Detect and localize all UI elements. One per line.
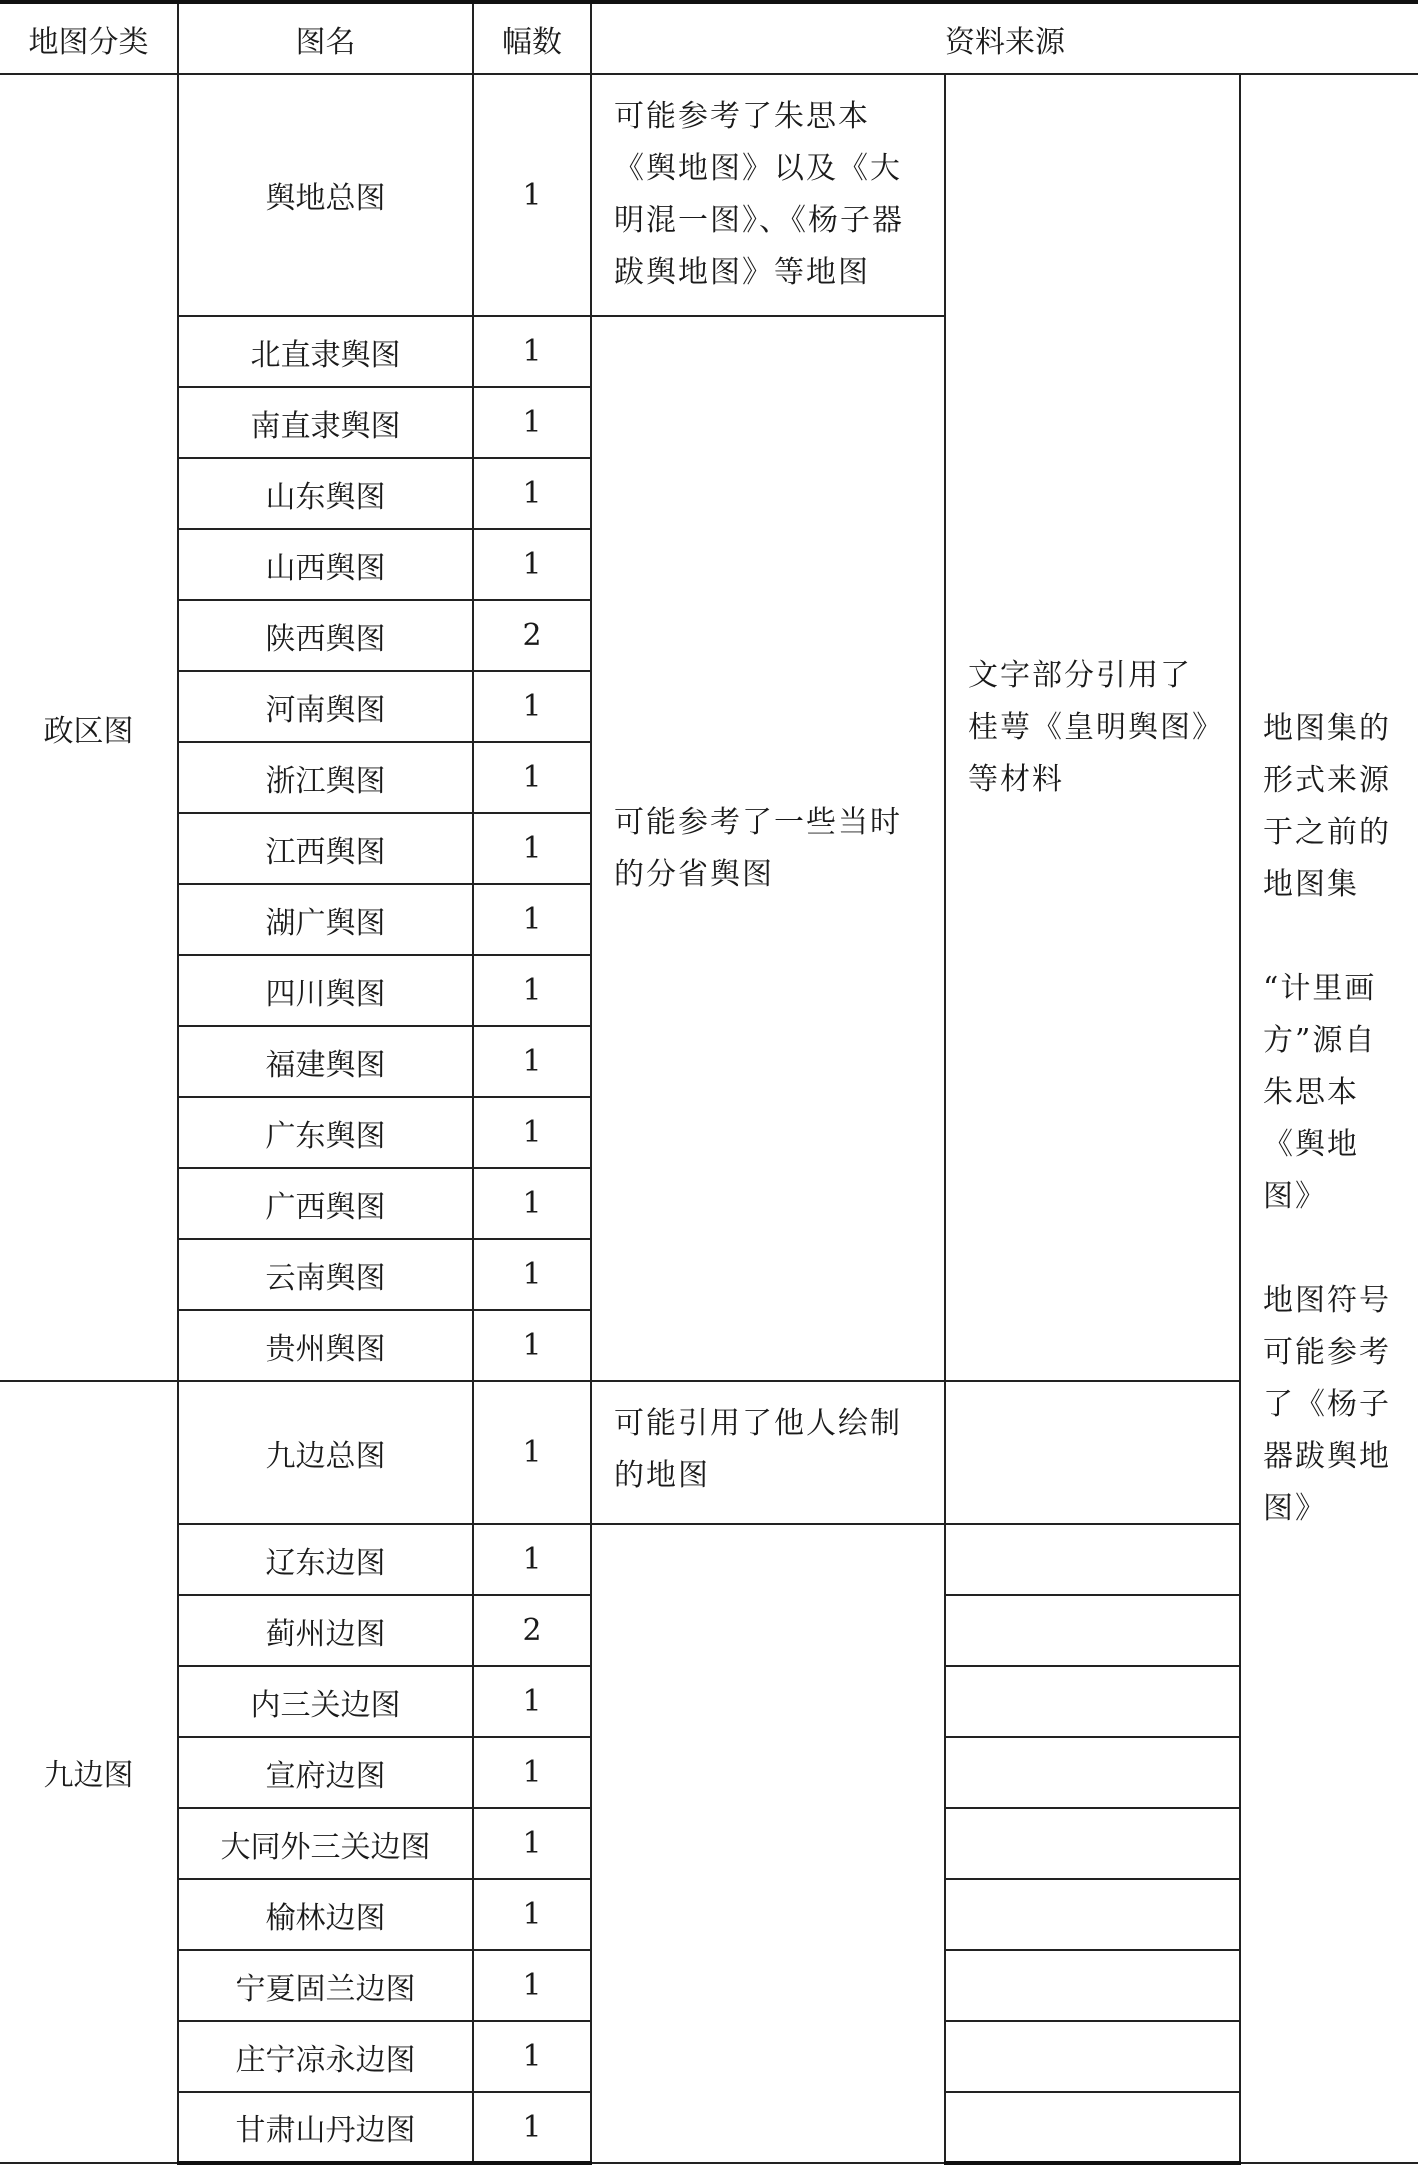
map-name-cell: 云南舆图 xyxy=(178,1239,473,1310)
note-text: 可能参考了一些当时的分省舆图 xyxy=(614,804,902,892)
note-text: 可能引用了他人绘制的地图 xyxy=(614,1406,902,1493)
note-gap xyxy=(1263,1223,1396,1275)
map-count-cell: 2 xyxy=(473,600,591,671)
empty-cell xyxy=(945,2021,1240,2092)
map-name-cell: 河南舆图 xyxy=(178,671,473,742)
header-source: 资料来源 xyxy=(591,2,1418,74)
map-name-cell: 广东舆图 xyxy=(178,1097,473,1168)
map-count-cell: 1 xyxy=(473,458,591,529)
map-count-cell: 1 xyxy=(473,1666,591,1737)
map-name-cell: 湖广舆图 xyxy=(178,884,473,955)
map-name-cell: 大同外三关边图 xyxy=(178,1808,473,1879)
header-name: 图名 xyxy=(178,2,473,74)
empty-cell xyxy=(945,1879,1240,1950)
map-count-cell: 1 xyxy=(473,1168,591,1239)
empty-cell xyxy=(945,1950,1240,2021)
header-row xyxy=(0,2,1418,74)
empty-cell xyxy=(945,1666,1240,1737)
empty-cell xyxy=(945,2092,1240,2163)
header-count: 幅数 xyxy=(473,2,591,74)
map-count-cell: 1 xyxy=(473,74,591,316)
map-name-cell: 山西舆图 xyxy=(178,529,473,600)
table-row xyxy=(0,1524,1418,1595)
source-note-provinces xyxy=(591,316,945,1381)
map-count-cell: 1 xyxy=(473,1950,591,2021)
map-name-cell: 榆林边图 xyxy=(178,1879,473,1950)
map-name-cell: 九边总图 xyxy=(178,1381,473,1524)
table-row xyxy=(0,74,1418,316)
source-note-frontier-total xyxy=(591,1381,945,1524)
map-name-cell: 广西舆图 xyxy=(178,1168,473,1239)
map-name-cell: 辽东边图 xyxy=(178,1524,473,1595)
map-count-cell: 1 xyxy=(473,1524,591,1595)
source-note-total-map xyxy=(591,74,945,316)
category-cell: 九边图 xyxy=(0,1381,178,2163)
map-count-cell: 1 xyxy=(473,1381,591,1524)
table-row xyxy=(0,1381,1418,1524)
map-count-cell: 1 xyxy=(473,671,591,742)
map-count-cell: 1 xyxy=(473,1879,591,1950)
empty-cell xyxy=(945,1595,1240,1666)
map-name-cell: 陕西舆图 xyxy=(178,600,473,671)
header-category: 地图分类 xyxy=(0,2,178,74)
map-name-cell: 山东舆图 xyxy=(178,458,473,529)
note-text: 可能参考了朱思本《舆地图》以及《大明混一图》、《杨子器跋舆地图》等地图 xyxy=(614,99,904,290)
map-count-cell: 1 xyxy=(473,1097,591,1168)
map-name-cell: 蓟州边图 xyxy=(178,1595,473,1666)
note-text: 文字部分引用了桂萼《皇明舆图》等材料 xyxy=(968,657,1209,797)
map-count-cell: 1 xyxy=(473,884,591,955)
map-name-cell: 舆地总图 xyxy=(178,74,473,316)
map-name-cell: 四川舆图 xyxy=(178,955,473,1026)
source-note-atlas xyxy=(1240,74,1418,2163)
map-name-cell: 南直隶舆图 xyxy=(178,387,473,458)
map-count-cell: 1 xyxy=(473,2021,591,2092)
map-count-cell: 1 xyxy=(473,1239,591,1310)
map-name-cell: 北直隶舆图 xyxy=(178,316,473,387)
note-gap xyxy=(1263,911,1396,963)
note-grid-method: “计里画方”源自朱思本《舆地图》 xyxy=(1263,970,1377,1214)
note-atlas-form: 地图集的形式来源于之前的地图集 xyxy=(1263,710,1391,902)
map-count-cell: 1 xyxy=(473,316,591,387)
map-name-cell: 福建舆图 xyxy=(178,1026,473,1097)
note-symbols: 地图符号可能参考了《杨子器跋舆地图》 xyxy=(1263,1282,1391,1526)
map-count-cell: 1 xyxy=(473,1310,591,1381)
empty-cell xyxy=(945,1381,1240,1524)
map-count-cell: 1 xyxy=(473,529,591,600)
map-count-cell: 1 xyxy=(473,955,591,1026)
map-count-cell: 1 xyxy=(473,1808,591,1879)
category-cell: 政区图 xyxy=(0,74,178,1381)
map-name-cell: 甘肃山丹边图 xyxy=(178,2092,473,2163)
map-name-cell: 庄宁凉永边图 xyxy=(178,2021,473,2092)
map-count-cell: 1 xyxy=(473,813,591,884)
empty-cell xyxy=(591,1524,945,2163)
map-name-cell: 宣府边图 xyxy=(178,1737,473,1808)
source-note-text-part xyxy=(945,74,1240,1381)
map-count-cell: 2 xyxy=(473,1595,591,1666)
map-name-cell: 江西舆图 xyxy=(178,813,473,884)
map-count-cell: 1 xyxy=(473,1026,591,1097)
empty-cell xyxy=(945,1524,1240,1595)
empty-cell xyxy=(945,1808,1240,1879)
map-name-cell: 贵州舆图 xyxy=(178,1310,473,1381)
map-count-cell: 1 xyxy=(473,742,591,813)
empty-cell xyxy=(945,1737,1240,1808)
map-name-cell: 内三关边图 xyxy=(178,1666,473,1737)
map-count-cell: 1 xyxy=(473,387,591,458)
map-name-cell: 浙江舆图 xyxy=(178,742,473,813)
map-count-cell: 1 xyxy=(473,1737,591,1808)
map-count-cell: 1 xyxy=(473,2092,591,2163)
map-name-cell: 宁夏固兰边图 xyxy=(178,1950,473,2021)
